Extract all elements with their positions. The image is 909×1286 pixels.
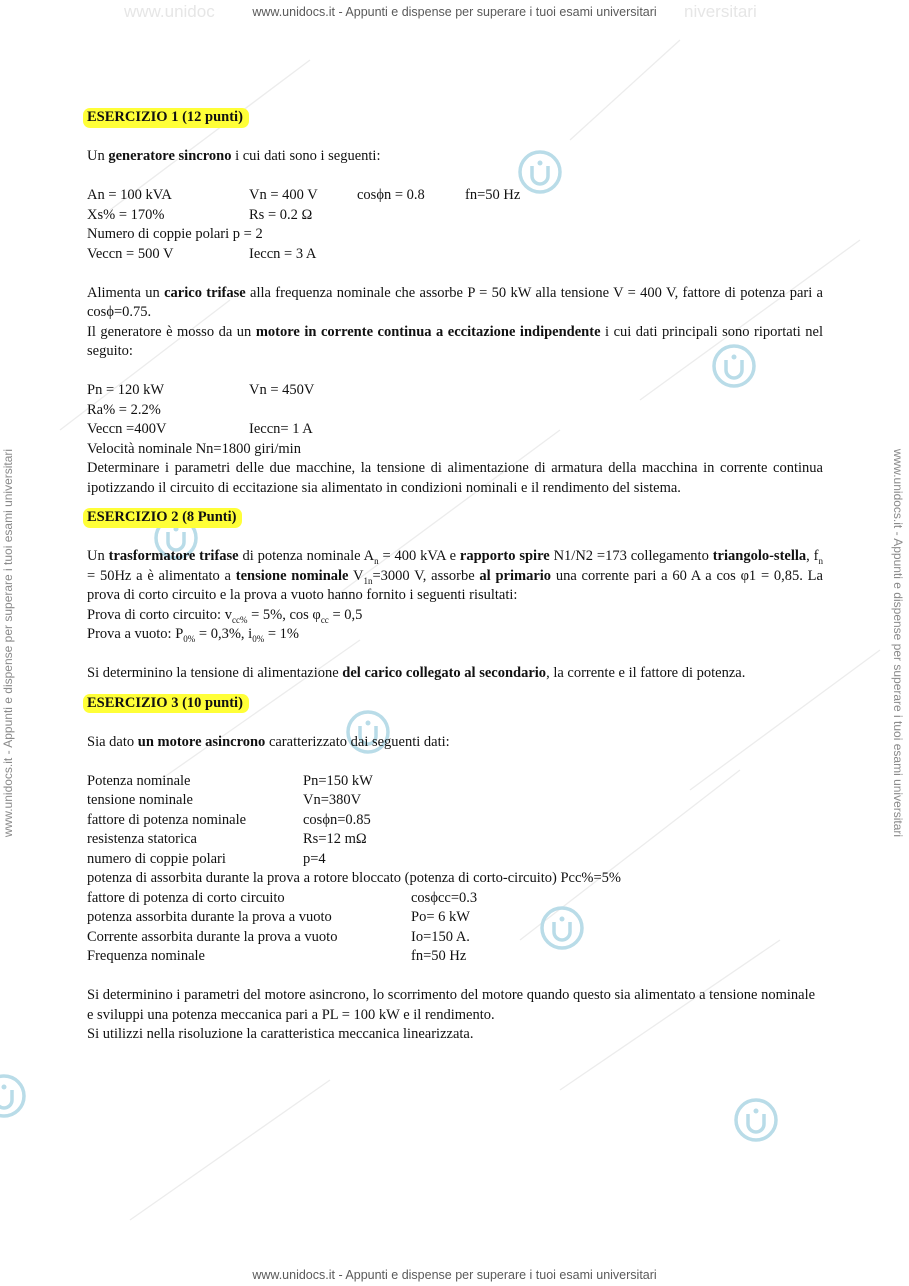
watermark-left: www.unidocs.it - Appunti e dispense per superare i tuoi esami universitari — [1, 448, 15, 838]
ex1-data-row: Veccn = 500 V Ieccn = 3 A — [87, 245, 317, 262]
watermark-ghost-right: niversitari — [684, 2, 757, 21]
exercise-3-heading: ESERCIZIO 3 (10 punti) — [83, 694, 249, 714]
ex1-intro: Un generatore sincrono i cui dati sono i seguenti: — [87, 148, 381, 164]
ex2-paragraph: Un trasformatore trifase di potenza nominale $A_n = 400$ kVA e rapporto spire N1/N2 =173 collegamento triangolo-stella, $f_n = 50Hz$ a è alimentato a tensione nominale $V_{1n}=3000$ V, assorbe al primario una corrente pari a 60 A a cos φ1 = 0,85. La prova di corto circuito e la prova a vuoto hanno fornito i seguenti risultati: — [87, 548, 823, 603]
unidocs-logo-icon — [0, 1072, 28, 1125]
ex1-motor-paragraph: Il generatore è mosso da un motore in corrente continua a eccitazione indipendente i cui dati principali sono riportati nel seguito: — [87, 323, 823, 359]
ex2-no-load-test: Prova a vuoto: $P_{0\%} = 0,3\%$, $i_{0\%} = 1\%$ — [87, 626, 299, 644]
ex3-intro: Sia dato un motore asincrono caratterizzato dai seguenti dati: — [87, 733, 450, 750]
ex1-motor-row: Veccn =400V Ieccn= 1 A — [87, 421, 313, 437]
ex1-data-row: Numero di coppie polari p = 2 — [87, 226, 263, 242]
ex3-data-row: Frequenza nominale fn=50 Hz — [87, 948, 467, 964]
exercise-2-heading: ESERCIZIO 2 (8 Punti) — [83, 508, 242, 528]
ex1-data-row: An = 100 kVA Vn = 400 V cosϕn = 0.8 fn=50 Hz — [87, 187, 521, 203]
ex1-load-paragraph: Alimenta un carico trifase alla frequenza nominale che assorbe P = 50 kW alla tensione V = 400 V, fattore di potenza pari a cosϕ=0.75. — [87, 284, 823, 320]
watermark-top: www.unidocs.it - Appunti e dispense per superare i tuoi esami universitari — [252, 5, 657, 19]
ex1-motor-row: Ra% = 2.2% — [87, 401, 161, 418]
ex1-motor-row: Pn = 120 kW Vn = 450V — [87, 382, 315, 398]
ex2-short-circuit-test: Prova di corto circuito: $v_{cc\%} = 5\%$, $\cos \varphi_{cc} = 0,5$ — [87, 606, 363, 625]
ex3-task: Si determinino i parametri del motore asincrono, lo scorrimento del motore quando questo sia alimentato a tensione nominale e sviluppi una potenza meccanica pari a PL = 100 kW e il rendimento. — [87, 987, 816, 1023]
ex3-task-note: Si utilizzi nella risoluzione la caratteristica meccanica linearizzata. — [87, 1026, 474, 1042]
ex3-data-row: resistenza statorica Rs=12 mΩ — [87, 831, 367, 847]
ex3-data-row: numero di coppie polari p=4 — [87, 850, 326, 867]
ex3-data-row: tensione nominale Vn=380V — [87, 792, 362, 808]
ex3-data-row: fattore di potenza nominale cosϕn=0.85 — [87, 811, 371, 828]
watermark-bottom: www.unidocs.it - Appunti e dispense per superare i tuoi esami universitari — [252, 1268, 657, 1282]
ex3-data-row: Corrente assorbita durante la prova a vuoto Io=150 A. — [87, 928, 470, 945]
ex3-data-row: potenza assorbita durante la prova a vuoto Po= 6 kW — [87, 909, 470, 925]
document-body — [87, 108, 823, 1045]
exercise-1-heading: ESERCIZIO 1 (12 punti) — [83, 108, 249, 128]
ex3-pcc-row: potenza di assorbita durante la prova a rotore bloccato (potenza di corto-circuito) Pcc%=5% — [87, 870, 621, 886]
unidocs-logo-icon — [732, 1096, 780, 1149]
ex1-task: Determinare i parametri delle due macchine, la tensione di alimentazione di armatura della macchina in corrente continua ipotizzando il circuito di eccitazione sia alimentato in condizioni nominali e il rendimento del sistema. — [87, 460, 823, 496]
ex1-data-row: Xs% = 170% Rs = 0.2 Ω — [87, 206, 313, 223]
ex3-data-row: fattore di potenza di corto circuito cosϕcc=0.3 — [87, 889, 478, 906]
ex1-motor-row: Velocità nominale Nn=1800 giri/min — [87, 440, 301, 457]
watermark-ghost-left: www.unidoc — [124, 2, 215, 21]
ex3-data-row: Potenza nominale Pn=150 kW — [87, 772, 373, 789]
ex2-question: Si determinino la tensione di alimentazione del carico collegato al secondario, la corrente e il fattore di potenza. — [87, 665, 746, 681]
watermark-right: www.unidocs.it - Appunti e dispense per superare i tuoi esami universitari — [891, 448, 905, 838]
